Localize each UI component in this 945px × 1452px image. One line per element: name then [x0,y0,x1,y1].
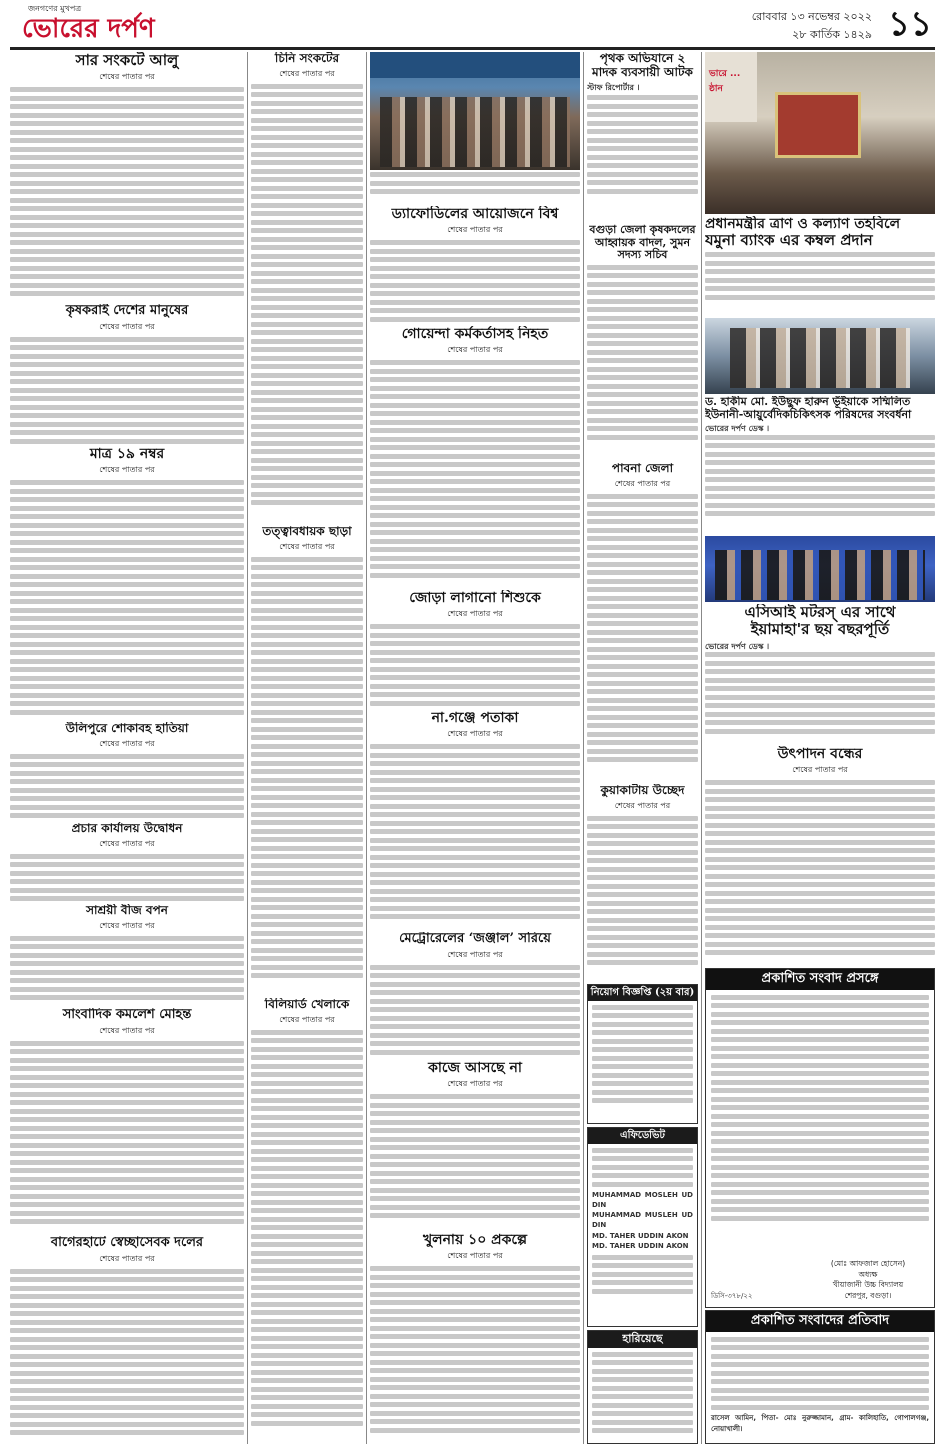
byline: ভোরের দর্পণ ডেস্ক । [705,424,770,434]
headline: কাজে আসছে না [428,1060,522,1076]
signer-role: অধ্যক্ষ [858,1269,878,1279]
continued-label: শেষের পাতার পর [99,465,155,475]
article-daffodil [370,206,580,324]
article-ulipur [10,722,244,820]
photo-caption: ভারে ... ষ্ঠান [709,69,741,94]
article-khulna [370,1232,580,1444]
headline: বিলিয়ার্ড খেলাকে [264,998,350,1011]
body-text [370,1266,580,1433]
body-text [705,252,935,300]
notice-body [711,1337,929,1410]
headline: ইউনানী-আয়ুর্বেদিকচিকিৎসক পরিষদের সংবর্ধনা [705,407,912,421]
continued-label: শেষের পাতার পর [447,225,503,235]
article-kuakata [587,784,698,980]
ad-affidavit [587,1127,698,1327]
article-metro-rail [370,932,580,1058]
headline: সাংবাদিক কমলেশ মোহন্ত [62,1008,192,1022]
article-intelligence-officer [370,326,580,588]
column-divider [247,52,248,1444]
masthead-tagline: জনগণের মুখপত্র [28,4,82,13]
headline: সাশ্রয়ী বীজ বপন [86,904,168,917]
body-text [10,480,244,715]
ad-body [592,1005,693,1104]
body-text [10,87,244,296]
affidavit-name: MD. TAHER UDDIN AKON [592,1241,689,1250]
headline: যমুনা ব্যাংক এর কম্বল প্রদান [705,231,873,250]
ad-body [592,1352,693,1434]
headline: উৎপাদন বন্ধের [777,746,863,762]
continued-label: শেষের পাতার পর [614,478,671,488]
signature-block [808,1259,928,1301]
headline: বগুড়া জেলা কৃষকদলের আহ্বায়ক বাদল, সুমন সদস্য সচিব [589,224,696,262]
masthead-date-2: ২৮ কার্তিক ১৪২৯ [792,28,872,40]
continued-label: শেষের পাতার পর [279,68,335,78]
article-not-working [370,1060,580,1230]
headline: পৃথক অভিযানে ২ মাদক ব্যবসায়ী আটক [592,52,693,79]
article-sugar-crisis [251,52,363,522]
ad-title: এফিডেভিট [588,1128,697,1144]
headline: ড. হাকীম মো. ইউছুফ হারুন ভূঁইয়াকে সম্মিলিত [705,396,911,408]
body-text [587,816,698,966]
headline: পাবনা জেলা [611,462,674,475]
masthead-date-1: রোববার ১৩ নভেম্বর ২০২২ [751,10,872,22]
ad-body [592,1255,693,1294]
continued-label: শেষের পাতার পর [99,738,155,748]
headline: খুলনায় ১০ প্রকল্পে [422,1232,528,1248]
continued-label: শেষের পাতার পর [614,800,671,810]
body-text [251,84,363,506]
body-text [10,754,244,819]
headline: না.গঞ্জে পতাকা [431,710,519,726]
notice-body [711,995,929,1221]
ad-title: হারিয়েছে [588,1331,697,1348]
continued-label: শেষের পাতার পর [99,72,155,82]
headline: উলিপুরে শোকাবহ হাতিয়া [65,722,189,735]
continued-label: শেষের পাতার পর [447,1079,503,1089]
headline: প্রধানমন্ত্রীর ত্রাণ ও কল্যাণ তহবিলে [705,216,901,232]
body-text [370,965,580,1055]
article-bagerhat [10,1236,244,1444]
article-billiard [251,998,363,1444]
article-19-marks [10,446,244,721]
headline: সার সংকটে আলু [75,52,179,69]
article-journalist [10,1008,244,1234]
article-hakim [705,396,935,534]
continued-label: শেষের পাতার পর [447,609,503,619]
signer-institution: খীয়াজানী উচ্চ বিদ্যালয় [832,1280,904,1289]
article-drug-dealers [587,52,698,222]
headline: বাগেরহাটে স্বেচ্ছাসেবক দলের [50,1236,204,1250]
continued-label: শেষের পাতার পর [447,729,503,739]
article-production-halt [705,746,935,966]
headline: কৃষকরাই দেশের মানুষের [65,304,189,318]
headline: জোড়া লাগানো শিশুকে [409,590,541,606]
body-text [370,744,580,919]
photo-aci-yamaha [705,536,935,602]
continued-label: শেষের পাতার পর [99,1025,155,1035]
continued-label: শেষের পাতার পর [792,765,848,775]
signer-location: শেরপুর, বগুড়া। [844,1290,892,1300]
headline: মাত্র ১৯ নম্বর [89,446,165,462]
continued-label: শেষের পাতার পর [99,838,155,848]
body-text [10,936,244,1001]
article-seed-sowing [10,904,244,1006]
notice-title: প্রকাশিত সংবাদের প্রতিবাদ [706,1311,934,1332]
byline: স্টাফ রিপোর্টার । [587,82,640,92]
body-text [587,95,698,194]
article-campaign-office [10,822,244,902]
byline: ভোরের দর্পণ ডেস্ক । [705,641,770,651]
page-number: ১১ [887,4,933,44]
headline: গোয়েন্দা কর্মকর্তাসহ নিহত [401,326,549,342]
headline: প্রচার কার্যালয় উদ্বোধন [71,822,183,835]
masthead [0,0,945,50]
ad-lost [587,1330,698,1444]
continued-label: শেষের পাতার পর [99,1253,155,1263]
photo-daffodil-event [370,52,580,170]
continued-label: শেষের পাতার পর [99,321,155,331]
continued-label: শেষের পাতার পর [279,541,335,551]
continued-label: শেষের পাতার পর [279,1014,335,1024]
body-text [705,652,935,734]
continued-label: শেষের পাতার পর [447,1251,503,1261]
masthead-logo: ভোরের দর্পণ [22,14,155,44]
body-text [370,360,580,578]
column-divider [583,52,584,1444]
body-text [370,624,580,706]
body-text [10,337,244,444]
headline: এসিআই মটরস্ এর সাথে [744,604,896,621]
article-farmers [10,304,244,444]
article-aci-yamaha [705,604,935,744]
body-text [10,1269,244,1436]
column-divider [701,52,702,1444]
body-text [10,1041,244,1225]
article-krishak-dal [587,224,698,460]
ad-body [592,1148,693,1187]
masthead-rule [10,47,935,50]
photo-jamuna-bank [705,52,935,214]
headline: ইয়ামাহা'র ছয় বছরপূর্তি [750,620,890,639]
notice-title: প্রকাশিত সংবাদ প্রসঙ্গে [706,969,934,990]
article-potato [10,52,244,302]
continued-label: শেষের পাতার পর [447,345,503,355]
ad-title: নিয়োগ বিজ্ঞপ্তি (২য় বার) [588,985,697,1001]
headline: কুয়াকাটায় উচ্ছেদ [600,784,685,797]
photo-hakim-reception [705,318,935,394]
body-text [705,780,935,955]
affidavit-name: MUHAMMAD MUSLEH UDDIN [592,1211,693,1230]
article-conjoined-twins [370,590,580,708]
ad-code: ডিসি-৩৭৮/২২ [711,1291,753,1300]
ad-recruitment [587,984,698,1124]
headline: ড্যাফোডিলের আয়োজনে বিশ্ব [391,206,559,222]
body-text [370,240,580,322]
photo-caption-daffodil [370,172,580,202]
headline: মেট্রোরেলের ‘জঞ্জাল’ সরিয়ে [399,932,551,946]
article-jamuna-bank [705,216,935,316]
body-text [251,557,363,979]
headline: চিনি সংকটের [274,52,340,65]
body-text [10,854,244,902]
notice-footer: রাসেল আমিন, পিতা- মোঃ নুরুজ্জামান, গ্রাম- কালিহাতি, গোপালগঞ্জ, নোয়াখালী। [711,1414,929,1433]
body-text [587,265,698,440]
signer-name: (মোঃ আফজাল হোসেন) [830,1259,906,1268]
continued-label: শেষের পাতার পর [99,920,155,930]
article-ng-flag [370,710,580,930]
notice-box-rebuttal [705,1310,935,1444]
body-text [251,1030,363,1426]
notice-box-news-context [705,968,935,1308]
article-caretaker [251,525,363,995]
article-pabna [587,462,698,782]
body-text [370,1094,580,1218]
body-text [587,494,698,763]
affidavit-name: MUHAMMAD MOSLEH UDDIN [592,1191,693,1210]
body-text [705,435,935,517]
continued-label: শেষের পাতার পর [447,949,503,959]
headline: তত্ত্বাবধায়ক ছাড়া [262,525,352,538]
affidavit-name: MD. TAHER UDDIN AKON [592,1231,689,1240]
column-divider [366,52,367,1444]
